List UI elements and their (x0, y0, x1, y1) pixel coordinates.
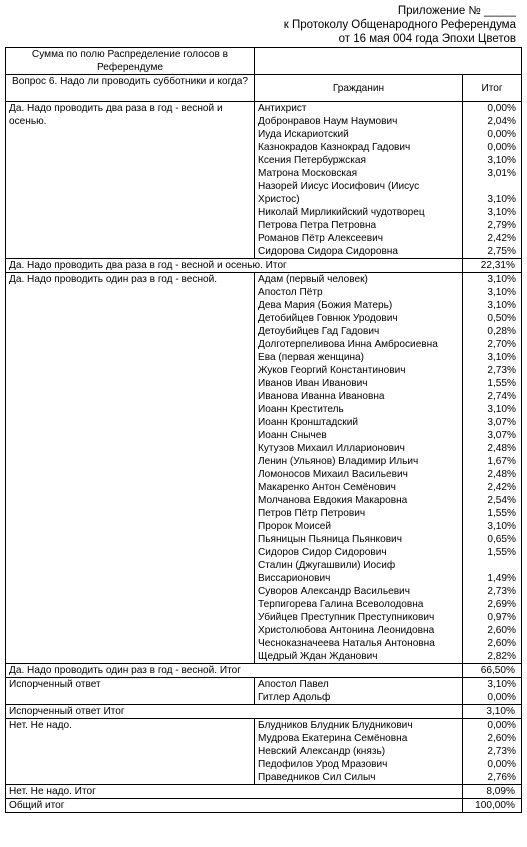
citizen-name: Пьяницын Пьяница Пьянкович (258, 534, 402, 545)
citizen-name: Праведников Сил Силыч (258, 772, 376, 783)
citizen-name: Молчанова Евдокия Макаровна (258, 495, 408, 506)
citizen-name: Петров Пётр Петрович (258, 508, 366, 519)
vote-share: 3,10% (487, 207, 516, 218)
vote-share: 3,10% (487, 155, 516, 166)
table-title: Сумма по полю Распределение голосов в Референдуме (6, 48, 255, 75)
grand-total-label: Общий итог (6, 799, 463, 813)
citizen-name: Детоубийцев Гад Гадович (258, 326, 380, 337)
citizen-name: Невский Александр (князь) (258, 746, 386, 757)
vote-share: 2,73% (487, 586, 516, 597)
citizen-name: Жуков Георгий Константинович (258, 365, 406, 376)
vote-share: 3,10% (487, 287, 516, 298)
citizen-name: Ксения Петербуржская (258, 155, 366, 166)
question-header: Вопрос 6. Надо ли проводить субботники и когда? (6, 75, 255, 102)
table-header-row (6, 75, 522, 102)
citizen-name: Суворов Александр Васильевич (258, 586, 410, 597)
vote-share: 3,10% (487, 521, 516, 532)
vote-share: 1,55% (487, 547, 516, 558)
vote-share: 2,69% (487, 599, 516, 610)
answer-label: Нет. Не надо. (6, 719, 255, 785)
vote-share: 2,73% (487, 746, 516, 757)
vote-share: 2,04% (487, 116, 516, 127)
grand-total-value: 100,00% (463, 799, 522, 813)
vote-share: 2,73% (487, 365, 516, 376)
vote-share: 0,28% (487, 326, 516, 337)
protocol-date: от 16 мая 004 года Эпохи Цветов (338, 33, 516, 45)
vote-share: 3,10% (487, 194, 516, 205)
vote-share: 0,00% (487, 692, 516, 703)
group-total-row (6, 705, 522, 719)
vote-share: 3,10% (487, 300, 516, 311)
citizen-name: Романов Пётр Алексеевич (258, 233, 384, 244)
citizen-name: Блудников Блудник Блудникович (258, 720, 413, 731)
vote-share: 2,48% (487, 443, 516, 454)
vote-share: 1,67% (487, 456, 516, 467)
vote-share: 2,54% (487, 495, 516, 506)
answer-label: Да. Надо проводить один раз в год - весной. (6, 273, 255, 664)
citizen-name: Иоанн Кронштадский (258, 417, 358, 428)
referendum-results-table (5, 47, 522, 813)
vote-share: 2,42% (487, 233, 516, 244)
citizen-name: Мудрова Екатерина Семёновна (258, 733, 408, 744)
group-total-label: Да. Надо проводить два раза в год - весной и осенью. Итог (6, 259, 463, 273)
vote-share: 3,01% (487, 168, 516, 179)
vote-share: 3,07% (487, 417, 516, 428)
citizen-name: Долготерпеливова Инна Амбросиевна (258, 339, 438, 350)
group-total-row (6, 664, 522, 678)
vote-share: 2,82% (487, 651, 516, 662)
group-total-value: 8,09% (463, 785, 522, 799)
citizen-name: Матрона Московская (258, 168, 358, 179)
vote-share: 1,49% (487, 573, 516, 584)
vote-share: 2,42% (487, 482, 516, 493)
citizen-name: Дева Мария (Божия Матерь) (258, 300, 393, 311)
vote-share: 3,10% (487, 679, 516, 690)
vote-share: 0,00% (487, 142, 516, 153)
table-title-row (6, 48, 522, 75)
vote-share: 0,00% (487, 720, 516, 731)
group-total-row (6, 259, 522, 273)
vote-share: 3,07% (487, 430, 516, 441)
vote-share: 1,55% (487, 508, 516, 519)
group-total-label: Нет. Не надо. Итог (6, 785, 463, 799)
citizen-name: Апостол Павел (258, 679, 329, 690)
vote-share: 0,00% (487, 759, 516, 770)
answer-group (6, 273, 522, 664)
vote-share: 2,60% (487, 733, 516, 744)
group-total-value: 3,10% (463, 705, 522, 719)
appendix-number: Приложение № _____ (397, 5, 516, 17)
citizen-name: Терпигорева Галина Всеволодовна (258, 599, 424, 610)
vote-share: 0,65% (487, 534, 516, 545)
citizen-name: Николай Мирликийский чудотворец (258, 207, 425, 218)
citizen-name: Петрова Петра Петровна (258, 220, 377, 231)
vote-share: 3,10% (487, 274, 516, 285)
citizen-name: Сталин (Джугашвили) Иосиф Виссарионович (258, 560, 396, 584)
citizen-name: Чесноказначеева Наталья Антоновна (258, 638, 435, 649)
vote-share: 2,60% (487, 625, 516, 636)
vote-share: 2,48% (487, 469, 516, 480)
citizen-name: Иоанн Креститель (258, 404, 344, 415)
vote-share: 2,75% (487, 246, 516, 257)
group-total-row (6, 785, 522, 799)
citizen-name: Ленин (Ульянов) Владимир Ильич (258, 456, 419, 467)
group-total-label: Испорченный ответ Итог (6, 705, 463, 719)
citizen-name: Христолюбова Антонина Леонидовна (258, 625, 435, 636)
vote-share: 0,00% (487, 129, 516, 140)
answer-label: Да. Надо проводить два раза в год - весной и осенью. (6, 102, 255, 259)
citizen-name: Кутузов Михаил Илларионович (258, 443, 405, 454)
protocol-reference: к Протоколу Общенародного Референдума (283, 19, 516, 31)
vote-share: 3,10% (487, 352, 516, 363)
citizen-column-header: Гражданин (255, 75, 463, 102)
group-total-value: 66,50% (463, 664, 522, 678)
citizen-name: Иуда Искариотский (258, 129, 349, 140)
group-total-value: 22,31% (463, 259, 522, 273)
group-total-label: Да. Надо проводить один раз в год - весной. Итог (6, 664, 463, 678)
citizen-name: Ева (первая женщина) (258, 352, 365, 363)
answer-group (6, 719, 522, 785)
citizen-name: Антихрист (258, 103, 307, 114)
vote-share: 0,97% (487, 612, 516, 623)
citizen-name: Сидоров Сидор Сидорович (258, 547, 387, 558)
vote-share: 3,10% (487, 404, 516, 415)
citizen-name: Назорей Иисус Иосифович (Иисус Христос) (258, 181, 420, 205)
vote-share: 2,74% (487, 391, 516, 402)
citizen-name: Щедрый Ждан Жданович (258, 651, 378, 662)
citizen-name: Макаренко Антон Семёнович (258, 482, 396, 493)
citizen-name: Сидорова Сидора Сидоровна (258, 246, 398, 257)
vote-share: 0,00% (487, 103, 516, 114)
answer-label: Испорченный ответ (6, 678, 255, 705)
citizen-name: Иоанн Снычев (258, 430, 327, 441)
answer-group (6, 678, 522, 705)
citizen-name: Иванов Иван Иванович (258, 378, 368, 389)
answer-group (6, 102, 522, 259)
citizen-name: Ломоносов Михаил Васильевич (258, 469, 408, 480)
vote-share: 2,79% (487, 220, 516, 231)
citizen-name: Добронравов Наум Наумович (258, 116, 398, 127)
vote-share: 0,50% (487, 313, 516, 324)
vote-share: 2,76% (487, 772, 516, 783)
citizen-name: Адам (первый человек) (258, 274, 368, 285)
total-column-header: Итог (463, 75, 522, 102)
citizen-name: Гитлер Адольф (258, 692, 331, 703)
vote-share: 2,70% (487, 339, 516, 350)
citizen-name: Иванова Иванна Ивановна (258, 391, 385, 402)
vote-share: 1,55% (487, 378, 516, 389)
citizen-name: Пророк Моисей (258, 521, 332, 532)
citizen-name: Казнокрадов Казнокрад Гадович (258, 142, 411, 153)
citizen-name: Апостол Пётр (258, 287, 323, 298)
citizen-name: Убийцев Преступник Преступникович (258, 612, 435, 623)
vote-share: 2,60% (487, 638, 516, 649)
grand-total-row (6, 799, 522, 813)
citizen-name: Педофилов Урод Мразович (258, 759, 388, 770)
citizen-name: Детобийцев Говнюк Уродович (258, 313, 398, 324)
